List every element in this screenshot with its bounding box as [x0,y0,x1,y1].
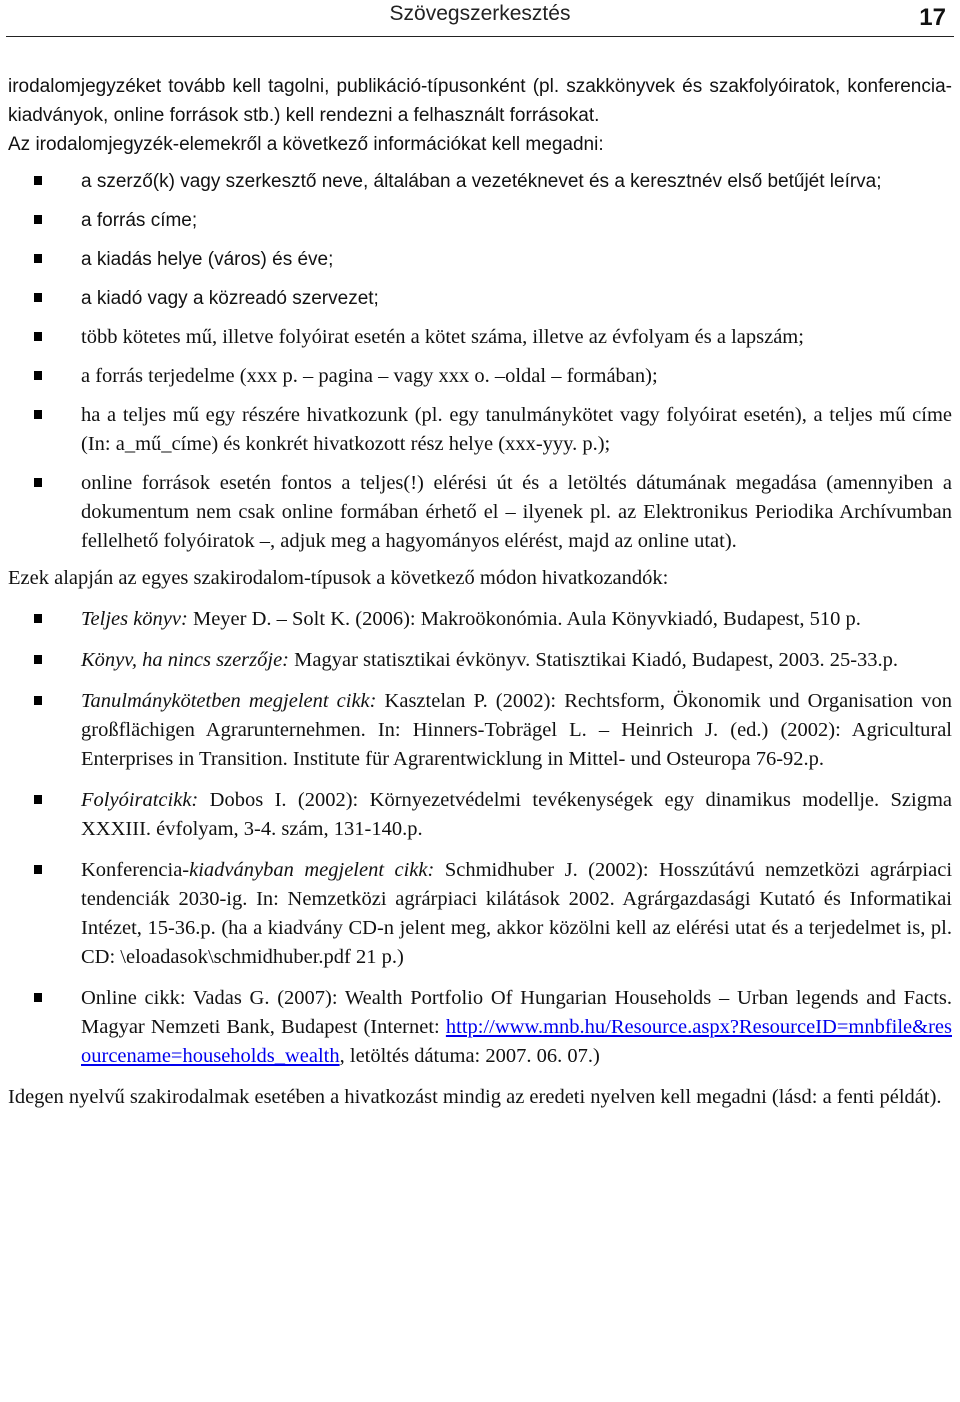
list-item [8,984,952,1071]
closing-paragraph: Idegen nyelvű szakirodalmak esetében a hivatkozást mindig az eredeti nyelven kell megadni (lásd: a fenti példát). [8,1086,942,1108]
example-label: Folyóiratcikk: [81,789,199,811]
list-item [8,401,952,459]
intro-list-lead: Az irodalomjegyzék-elemekről a következő információkat kell megadni: [8,134,604,155]
square-bullet-icon [34,254,42,263]
page-header [6,0,954,37]
list-item-text: több kötetes mű, illetve folyóirat esetén a kötet száma, illetve az évfolyam és a lapszám; [81,326,804,348]
list-item [8,646,952,675]
square-bullet-icon [34,993,42,1002]
square-bullet-icon [34,410,42,419]
list-item-text: a forrás terjedelme (xxx p. – pagina – vagy xxx o. –oldal – formában); [81,365,658,387]
example-text: Dobos I. (2002): Környezetvédelmi tevékenységek egy dinamikus modellje. Szigma XXXIII. évfolyam, 3-4. szám, 131-140.p. [81,789,952,840]
list-item-text: a szerző(k) vagy szerkesztő neve, általában a vezetéknevet és a keresztnév első betűjét leírva; [81,171,882,192]
info-list-continued [8,323,952,556]
types-intro: Ezek alapján az egyes szakirodalom-típusok a következő módon hivatkozandók: [8,567,669,589]
example-prefix: Konferencia- [81,859,190,881]
example-label: Könyv, ha nincs szerzője: [81,649,290,671]
list-item-text: a forrás címe; [81,210,198,231]
list-item-text: online források esetén fontos a teljes(!) elérési út és a letöltés dátumának megadása (amennyiben a dokumentum nem csak online formában érhető el – ilyenek pl. az Elektronikus Periodika Archívumban fellelhető folyóiratok –, adjuk meg a hagyományos elérést, majd az online utat). [81,472,952,552]
square-bullet-icon [34,795,42,804]
page-number: 17 [919,4,946,31]
intro-paragraph: irodalomjegyzéket tovább kell tagolni, publikáció-típusonként (pl. szakkönyvek és szakfolyóiratok, konferencia-kiadványok, online források stb.) kell rendezni a felhasznált forrásokat. [8,76,952,126]
info-list [8,167,952,313]
resource-link[interactable]: http://www.mnb.hu/Resource.aspx?ResourceID=mnbfile&resourcename=households_wealth [81,1016,952,1067]
square-bullet-icon [34,176,42,185]
square-bullet-icon [34,332,42,341]
list-item [8,206,952,235]
list-item [8,323,952,352]
example-label: Teljes könyv: [81,608,188,630]
list-item [8,245,952,274]
example-label: kiadványban megjelent cikk: [189,859,435,881]
list-item [8,284,952,313]
square-bullet-icon [34,215,42,224]
square-bullet-icon [34,614,42,623]
example-text: Meyer D. – Solt K. (2006): Makroökonómia. Aula Könyvkiadó, Budapest, 510 p. [187,608,861,630]
example-text: Kasztelan P. (2002): Rechtsform, Ökonomik und Organisation von großflächigen Agrarunternehmen. In: Hinners-Tobrägel L. – Heinrich J. (ed.) (2002): Agricultural Enterprises in Transition. Institute für Agrarentwicklung in Mittel- und Osteuropa 76-92.p. [81,690,952,770]
square-bullet-icon [34,293,42,302]
list-item [8,687,952,774]
example-text: Schmidhuber J. (2002): Hosszútávú nemzetközi agrárpiaci tendenciák 2030-ig. In: Nemzetközi agrárpiaci kilátások 2002. Agrárgazdasági Kutató és Informatikai Intézet, 15-36.p. (ha a kiadvány CD-n jelent meg, akkor közölni kell az elérési utat és a terjedelmet is, pl. CD: \eloadasok\schmidhuber.pdf 21 p.) [81,859,953,968]
list-item-text: ha a teljes mű egy részére hivatkozunk (pl. egy tanulmánykötet vagy folyóirat esetén), a teljes mű címe (In: a_mű_címe) és konkrét hivatkozott rész helye (xxx-yyy. p.); [81,404,952,455]
list-item [8,469,952,556]
square-bullet-icon [34,478,42,487]
example-text-after: , letöltés dátuma: 2007. 06. 07.) [339,1045,600,1067]
header-title: Szövegszerkesztés [389,2,571,25]
list-item [8,605,952,634]
example-text: Online cikk: Vadas G. (2007): Wealth Portfolio Of Hungarian Households – Urban legends and Facts. Magyar Nemzeti Bank, Budapest (Internet: [81,987,952,1038]
square-bullet-icon [34,696,42,705]
list-item-text: a kiadás helye (város) és éve; [81,249,334,270]
list-item [8,786,952,844]
example-label: Tanulmánykötetben megjelent cikk: [81,690,377,712]
list-item-text: a kiadó vagy a közreadó szervezet; [81,288,379,309]
square-bullet-icon [34,865,42,874]
list-item [8,362,952,391]
list-item [8,167,952,196]
examples-list [8,605,952,1071]
example-text: Magyar statisztikai évkönyv. Statisztikai Kiadó, Budapest, 2003. 25-33.p. [289,649,899,671]
list-item [8,856,952,972]
page-content [8,72,952,1112]
square-bullet-icon [34,371,42,380]
square-bullet-icon [34,655,42,664]
